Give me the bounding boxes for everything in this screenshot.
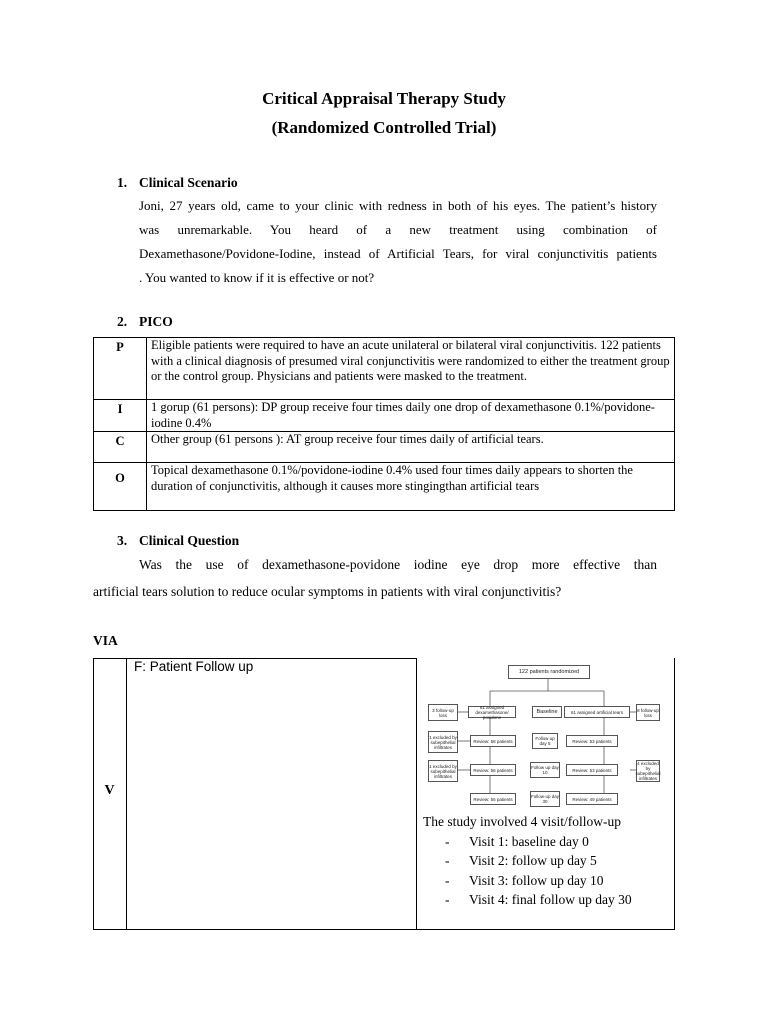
scenario-line-2: was unremarkable. You heard of a new treatment using combination of <box>139 222 657 237</box>
section2-heading: PICO <box>139 314 173 329</box>
pico-text-i: 1 gorup (61 persons): DP group receive four times daily one drop of dexamethasone 0.1%/povidone-iodine 0.4% <box>147 400 675 432</box>
scenario-line-1: Joni, 27 years old, came to your clinic with redness in both of his eyes. The patient’s history <box>139 198 657 213</box>
via-heading: VIA <box>93 633 118 648</box>
pico-label-p: P <box>94 338 147 400</box>
visit-item <box>423 871 653 891</box>
scenario-line-4: . You wanted to know if it is effective or not? <box>139 270 375 285</box>
visit-text: Visit 2: follow up day 5 <box>469 853 597 868</box>
pico-row-i <box>94 400 675 432</box>
pico-text-o: Topical dexamethasone 0.1%/povidone-iodine 0.4% used four times daily appears to shorten the duration of conjunctivitis, although it causes more stingingthan artificial tears <box>147 463 675 511</box>
fc-excluded-1: 1 excluded by subepithelial infiltrates <box>428 731 458 753</box>
pico-label-i: I <box>94 400 147 432</box>
visit-summary: The study involved 4 visit/follow-up <box>423 814 621 829</box>
page-title: Critical Appraisal Therapy Study <box>262 89 506 108</box>
follow-up-flowchart <box>424 661 660 809</box>
fc-review-at-1: Review: 53 patients <box>566 735 618 747</box>
fc-followup-30: Follow-up day 30 <box>530 791 560 807</box>
fc-excluded-2: 1 excluded by subepithelial infiltrates <box>428 760 458 782</box>
visit-item <box>423 832 653 852</box>
via-divider-2 <box>416 658 417 930</box>
pico-table <box>93 337 675 511</box>
fc-lost-right: 8 follow-up loss <box>636 704 660 721</box>
list-dash: - <box>445 872 450 888</box>
visit-item <box>423 890 653 910</box>
pico-text-p: Eligible patients were required to have an acute unilateral or bilateral viral conjunctivitis. 122 patients with a clinical diagnosis of presumed viral conjunctivitis were randomized to either the treatment group or the control group. Physicians and patients were masked to the treatment. <box>147 338 675 400</box>
pico-text-c: Other group (61 persons ): AT group receive four times daily of artificial tears. <box>147 432 675 463</box>
fc-review-dp-3: Review: 55 patients <box>470 793 516 805</box>
list-dash: - <box>445 892 450 907</box>
fc-randomized: 122 patients randomized <box>508 665 590 679</box>
via-criterion: F: Patient Follow up <box>134 659 254 674</box>
section2-number: 2. <box>117 314 128 329</box>
fc-baseline: Baseline <box>532 706 562 718</box>
visit-text: Visit 4: final follow up day 30 <box>469 892 632 907</box>
visit-text: Visit 3: follow up day 10 <box>469 872 604 888</box>
list-dash: - <box>445 833 450 849</box>
question-line-1: Was the use of dexamethasone-povidone iodine eye drop more effective than <box>139 557 657 572</box>
visit-item <box>423 851 653 871</box>
pico-row-c <box>94 432 675 463</box>
list-dash: - <box>445 853 450 868</box>
fc-excluded-right: 4 excluded by subepithelial infiltrates <box>635 761 661 781</box>
section1-number: 1. <box>117 175 128 190</box>
page-subtitle: (Randomized Controlled Trial) <box>271 118 497 137</box>
fc-lost-left: 3 follow-up loss <box>428 704 458 721</box>
visit-list <box>423 812 653 910</box>
fc-review-dp-1: Review: 58 patients <box>470 735 516 747</box>
fc-assigned-dp: 61 assigned dexamethasone/ povidone <box>468 706 516 718</box>
visit-text: Visit 1: baseline day 0 <box>469 833 589 849</box>
fc-review-dp-2: Review: 56 patients <box>470 764 516 776</box>
via-divider-1 <box>126 658 127 930</box>
scenario-line-3: Dexamethasone/Povidone-Iodine, instead of Artificial Tears, for viral conjunctivitis patients <box>139 246 657 261</box>
fc-review-at-2: Review: 53 patients <box>566 764 618 776</box>
fc-review-at-3: Review: 49 patients <box>566 793 618 805</box>
fc-followup-10: Follow up day 10 <box>530 762 560 778</box>
pico-row-p <box>94 338 675 400</box>
question-line-2: artificial tears solution to reduce ocular symptoms in patients with viral conjunctivitis? <box>93 584 562 599</box>
section1-heading: Clinical Scenario <box>139 175 238 190</box>
pico-label-c: C <box>94 432 147 463</box>
section3-number: 3. <box>117 533 128 548</box>
section3-heading: Clinical Question <box>139 533 240 548</box>
fc-followup-5: Follow up day 5 <box>532 733 558 749</box>
via-letter: V <box>104 783 115 798</box>
pico-row-o <box>94 463 675 511</box>
pico-label-o: O <box>94 463 147 511</box>
fc-assigned-at: 61 assigned artificial tears <box>564 706 630 718</box>
